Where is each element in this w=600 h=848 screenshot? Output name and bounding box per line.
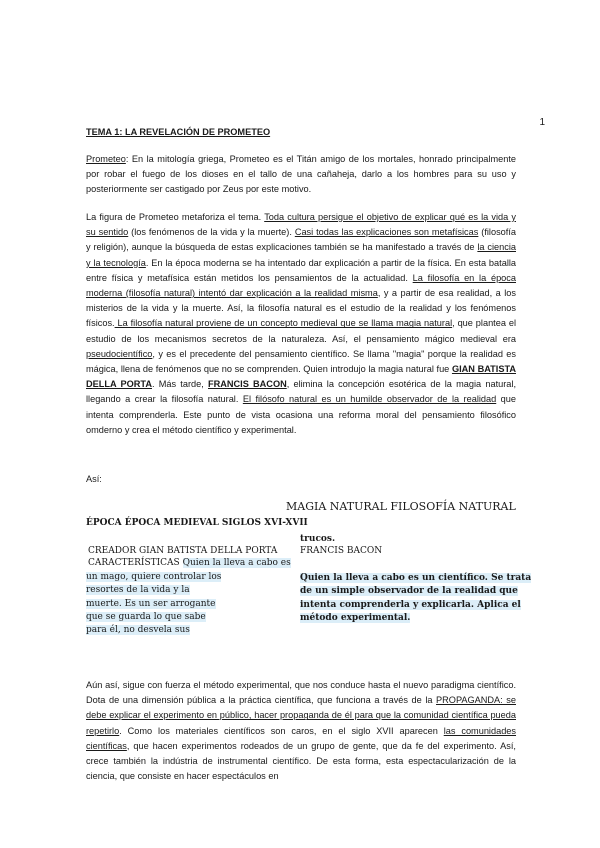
- page-number: 1: [539, 117, 545, 128]
- text-run: que intenta comprenderla. Este punto de vista ocasiona una reforma moral del pensamiento filosófico omderno y crea el método científico y experimental.: [86, 394, 516, 435]
- della-porta-name: GIAN BATISTA DELLA PORTA: [86, 364, 517, 390]
- underlined-run: La filosofía natural proviene de un concepto medieval que se llama magia natural: [114, 318, 453, 329]
- prometeo-term: Prometeo: [86, 154, 126, 164]
- text-run: , que hacen experimentos rodeados de un grupo de gente, que da fe del experimento. Así, crece también la indústria de instrumental científico. De esta forma, esta espectacularización de la ciencia, que consiste en hacer espectáculos en: [86, 740, 516, 782]
- text-run: , que plantea el estudio de los mecanismos secretos de la naturaleza. Así, el pensamiento mágico medieval era: [86, 318, 517, 344]
- filosofia-cell-line: método experimental.: [300, 612, 411, 623]
- magia-natural-cell: [86, 571, 286, 637]
- table-row-creador: CREADOR GIAN BATISTA DELLA PORTA: [88, 546, 278, 556]
- underlined-run: PROPAGANDA: se debe explicar el experimento en público, hacer propaganda de él para que la comunidad científica pueda repetirlo: [86, 695, 516, 736]
- filosofia-natural-cell: [300, 572, 532, 625]
- text-run: . Más tarde,: [151, 379, 208, 390]
- paragraph-prometeo: [86, 152, 516, 198]
- bacon-name: FRANCIS BACON: [208, 379, 287, 390]
- text-run: , y a partir de esa realidad, a los misterios de la vida y la muerte. Así, la filosofía natural es el estudio de la realidad y los fenómenos físicos.: [86, 288, 516, 329]
- underlined-run: las comunidades científicas: [86, 725, 517, 751]
- prometeo-definition: : En la mitología griega, Prometeo es el Titán amigo de los mortales, honrado principalmente por robar el fuego de los dioses en el tallo de una cañaheja, darlo a los hombres para su uso y posteriormente ser castigado por Zeus por este motivo.: [86, 154, 516, 195]
- paragraph-filosofia-natural: [86, 210, 516, 438]
- underlined-run: pseudocientífico: [86, 348, 153, 359]
- text-run: . Como los materiales científicos son caros, en el siglo XVII aparecen: [119, 725, 444, 736]
- text-run: Aún así, sigue con fuerza el método experimental, que nos conduce hasta el nuevo paradigma científico. Dota de una dimensión pública a la práctica científica, que funciona a través de la: [86, 680, 516, 706]
- magia-cell-line: resortes de la vida y la: [86, 585, 190, 596]
- table-header: MAGIA NATURAL FILOSOFÍA NATURAL: [286, 500, 516, 513]
- text-run: , elimina la concepción esotérica de la magia natural, llegando a crear la filosofía natural.: [86, 379, 517, 405]
- table-row-epoca: ÉPOCA ÉPOCA MEDIEVAL SIGLOS XVI-XVII: [86, 518, 308, 528]
- magia-cell-line: un mago, quiere controlar los: [86, 572, 222, 582]
- underlined-run: Casi todas las explicaciones son metafísicas: [294, 227, 479, 238]
- magia-cell-line: para él, no desvela sus: [86, 625, 190, 636]
- table-cell-francis-bacon: FRANCIS BACON: [300, 546, 383, 556]
- document-title: TEMA 1: LA REVELACIÓN DE PROMETEO: [86, 127, 271, 137]
- table-row-caracteristicas: [88, 558, 291, 568]
- underlined-run: Toda cultura persigue el objetivo de explicar qué es la vida y su sentido: [86, 212, 516, 238]
- table-cell-trucos: trucos.: [300, 534, 336, 544]
- text-run: (los fenómenos de la vida y la muerte).: [128, 227, 295, 238]
- filosofia-cell-line: Quien la lleva a cabo es un científico. Se trata: [300, 573, 532, 583]
- paragraph-metodo-experimental: [86, 678, 516, 784]
- underlined-run: la ciencia y la tecnología: [86, 242, 516, 268]
- magia-cell-line: Quien la lleva a cabo es: [182, 558, 291, 568]
- text-run: . En la época moderna se ha intentado dar explicación a partir de la física. En esta batalla entre física y metafísica están metidos los pensamientos de la actualidad.: [86, 257, 517, 283]
- asi-label: Así:: [86, 474, 102, 484]
- text-run: , y es el precedente del pensamiento científico. Se llama "magia" porque la realidad es mágica, llena de fenómenos que no se comprenden. Quien introdujo la magia natural fue: [86, 348, 516, 375]
- caracteristicas-label: CARACTERÍSTICAS: [88, 558, 183, 568]
- text-run: (filosofía y religión), aunque la búsqueda de estas explicaciones también se ha manifestado a través de: [86, 227, 517, 253]
- magia-cell-line: muerte. Es un ser arrogante: [86, 598, 216, 609]
- underlined-run: El filósofo natural es un humilde observador de la realidad: [242, 394, 497, 405]
- magia-cell-line: que se guarda lo que sabe: [86, 611, 206, 622]
- filosofia-cell-line: de un simple observador de la realidad que: [300, 586, 518, 597]
- text-run: La figura de Prometeo metaforiza el tema.: [86, 212, 265, 222]
- underlined-run: La filosofía en la época moderna (filosofía natural) intentó dar explicación a la realidad misma: [86, 272, 516, 299]
- filosofia-cell-line: intenta comprenderla y explicarla. Aplica el: [300, 599, 521, 610]
